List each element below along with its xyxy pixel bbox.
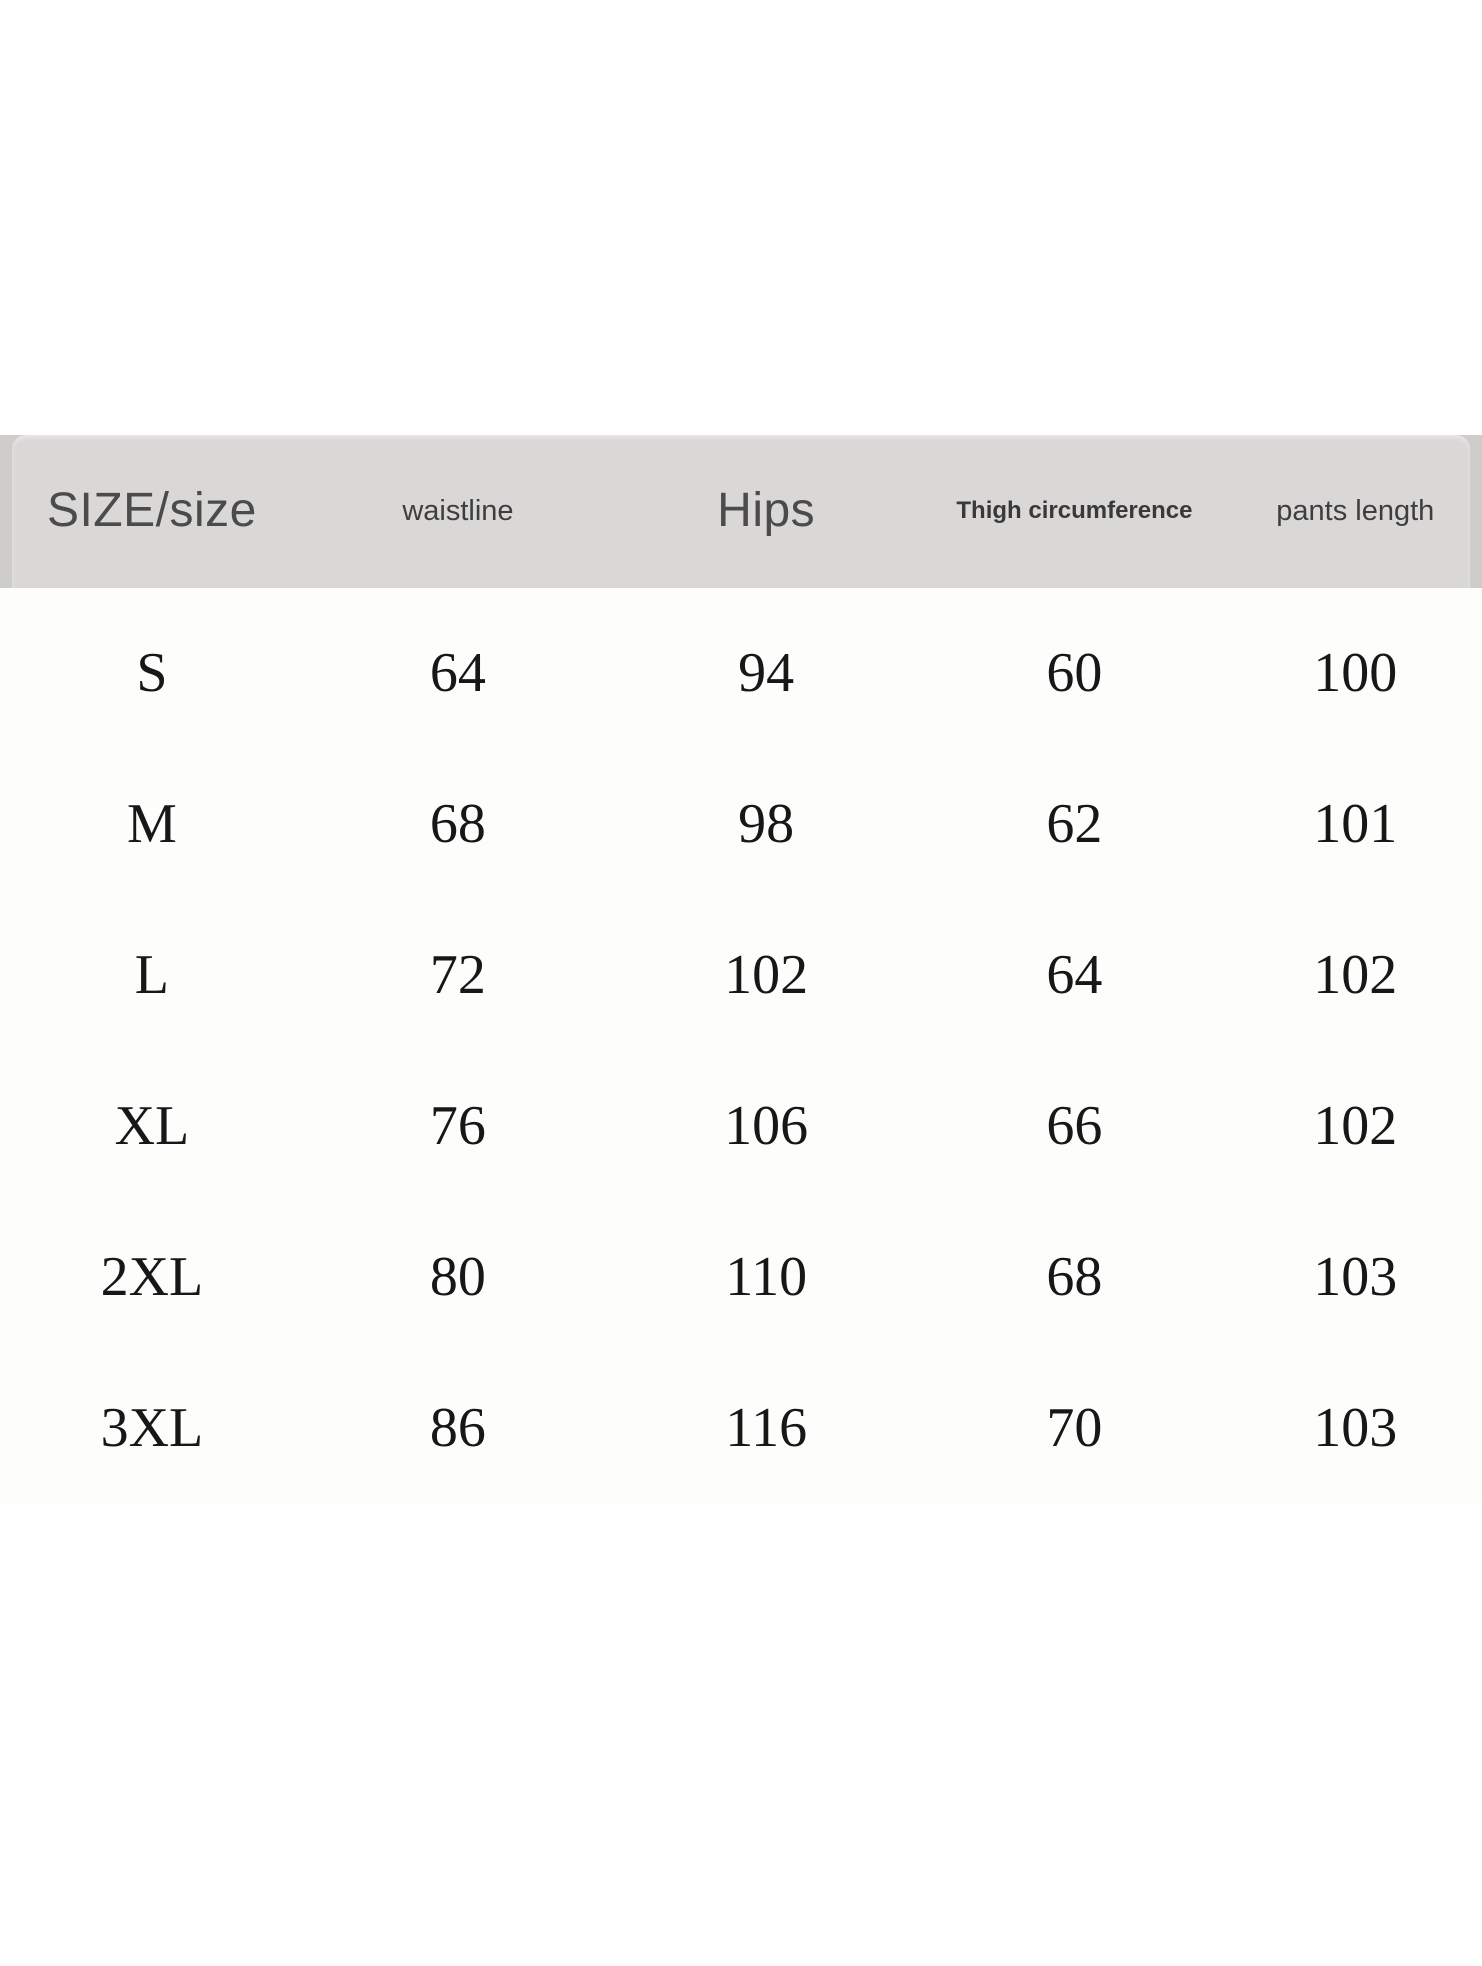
- waistline-value: 86: [429, 1396, 486, 1459]
- column-header-thigh-circumference: Thigh circumference: [956, 497, 1193, 525]
- table-header-row: [0, 435, 1482, 588]
- hips-value: 102: [724, 943, 809, 1006]
- pants-length-value: 103: [1313, 1396, 1398, 1459]
- waistline-value: 76: [429, 1094, 486, 1157]
- size-label: L: [134, 943, 169, 1006]
- size-label: 3XL: [100, 1396, 204, 1459]
- size-label: S: [136, 641, 168, 704]
- size-label: 2XL: [100, 1245, 204, 1308]
- thigh-circumference-value: 70: [1046, 1396, 1103, 1459]
- hips-value: 106: [724, 1094, 809, 1157]
- table-body: [0, 588, 1482, 1503]
- hips-value: 110: [725, 1245, 808, 1308]
- thigh-circumference-value: 60: [1046, 641, 1103, 704]
- column-header-pants-length: pants length: [1276, 494, 1435, 527]
- waistline-value: 68: [429, 792, 486, 855]
- column-header-size: SIZE/size: [46, 484, 257, 538]
- column-header-waistline: waistline: [402, 494, 514, 527]
- pants-length-value: 101: [1313, 792, 1398, 855]
- table-row-2xl: [0, 1201, 1482, 1352]
- size-label: XL: [114, 1094, 190, 1157]
- waistline-value: 72: [429, 943, 486, 1006]
- pants-length-value: 102: [1313, 1094, 1398, 1157]
- thigh-circumference-value: 68: [1046, 1245, 1103, 1308]
- table-row-l: [0, 899, 1482, 1050]
- table-row-s: [0, 597, 1482, 748]
- table-row-3xl: [0, 1352, 1482, 1503]
- column-header-hips: Hips: [717, 484, 816, 538]
- thigh-circumference-value: 62: [1046, 792, 1103, 855]
- hips-value: 94: [738, 641, 795, 704]
- waistline-value: 80: [429, 1245, 486, 1308]
- pants-length-value: 102: [1313, 943, 1398, 1006]
- pants-length-value: 100: [1313, 641, 1398, 704]
- thigh-circumference-value: 66: [1046, 1094, 1103, 1157]
- table-header-band: [0, 435, 1482, 588]
- table-row-m: [0, 748, 1482, 899]
- hips-value: 98: [738, 792, 795, 855]
- waistline-value: 64: [429, 641, 486, 704]
- thigh-circumference-value: 64: [1046, 943, 1103, 1006]
- size-chart-table: [0, 435, 1482, 1503]
- size-label: M: [127, 792, 177, 855]
- hips-value: 116: [725, 1396, 808, 1459]
- table-row-xl: [0, 1050, 1482, 1201]
- pants-length-value: 103: [1313, 1245, 1398, 1308]
